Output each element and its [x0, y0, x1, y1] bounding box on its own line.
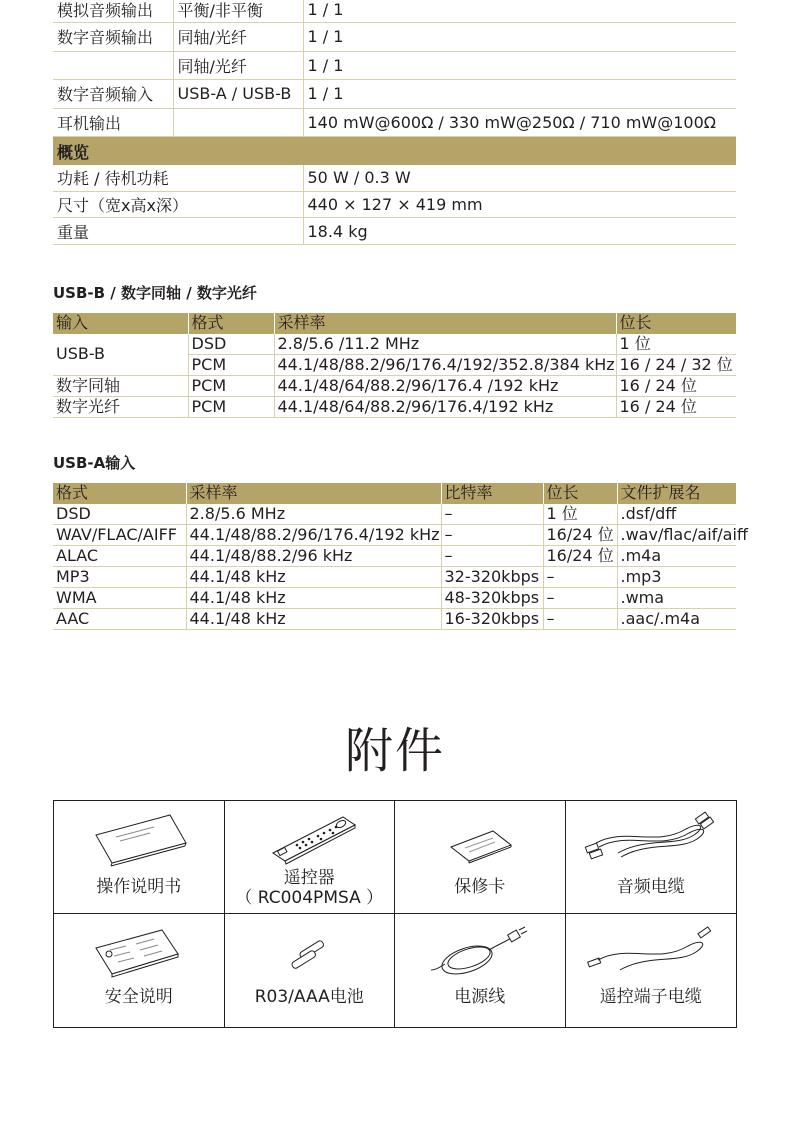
- overview-value: 18.4 kg: [303, 218, 736, 245]
- rate-cell: 44.1/48/88.2/96/176.4/192 kHz: [186, 524, 441, 545]
- overview-name: 尺寸（宽x高x深）: [53, 191, 303, 218]
- bits-cell: 1 位: [616, 334, 736, 355]
- accessory-item-warranty: [395, 801, 566, 914]
- spec-name: 数字音频输入: [53, 80, 173, 109]
- rate-cell: 44.1/48 kHz: [186, 566, 441, 587]
- format-cell: WAV/FLAC/AIFF: [53, 524, 186, 545]
- table-row: [53, 504, 736, 525]
- header-cell: 输入: [53, 313, 188, 334]
- bits-cell: 16/24 位: [543, 524, 617, 545]
- overview-row: [53, 218, 736, 245]
- spec-name: 耳机输出: [53, 108, 173, 137]
- rate-cell: 2.8/5.6 MHz: [186, 504, 441, 525]
- safety-instructions-icon: [54, 920, 224, 982]
- ext-cell: .aac/.m4a: [617, 608, 736, 629]
- input-cell: 数字同轴: [53, 375, 188, 396]
- overview-name: 功耗 / 待机功耗: [53, 165, 303, 192]
- spec-name: 数字音频输出: [53, 23, 173, 52]
- accessory-label: 电源线: [454, 987, 506, 1007]
- rate-cell: 44.1/48/64/88.2/96/176.4 /192 kHz: [274, 375, 616, 396]
- format-cell: WMA: [53, 587, 186, 608]
- table-row: [53, 334, 736, 355]
- spec-row: [53, 80, 736, 109]
- overview-value: 440 × 127 × 419 mm: [303, 191, 736, 218]
- accessory-label-model: （ RC004PMSA ）: [235, 888, 384, 908]
- bits-cell: 16 / 24 位: [616, 375, 736, 396]
- spec-row: [53, 51, 736, 80]
- format-cell: DSD: [53, 504, 186, 525]
- table-row: [53, 608, 736, 629]
- input-cell: 数字光纤: [53, 396, 188, 417]
- table-row: [53, 396, 736, 417]
- bits-cell: 16/24 位: [543, 545, 617, 566]
- header-cell: 比特率: [441, 483, 543, 504]
- spec-type: USB-A / USB-B: [173, 80, 303, 109]
- format-cell: PCM: [188, 396, 274, 417]
- accessory-label: 保修卡: [454, 877, 506, 897]
- spec-value: 1 / 1: [303, 0, 736, 23]
- table-row: [53, 587, 736, 608]
- rate-cell: 44.1/48 kHz: [186, 587, 441, 608]
- accessory-label: R03/AAA电池: [254, 987, 364, 1007]
- spec-row: [53, 23, 736, 52]
- header-cell: 格式: [53, 483, 186, 504]
- format-cell: DSD: [188, 334, 274, 355]
- overview-value: 50 W / 0.3 W: [303, 165, 736, 192]
- format-cell: AAC: [53, 608, 186, 629]
- power-cord-icon: [395, 920, 565, 982]
- ext-cell: .wav/flac/aif/aiff: [617, 524, 736, 545]
- bits-cell: –: [543, 566, 617, 587]
- aaa-battery-icon: [225, 920, 395, 982]
- header-cell: 位长: [616, 313, 736, 334]
- spec-type: [173, 108, 303, 137]
- manual-icon: [54, 807, 224, 869]
- format-cell: PCM: [188, 375, 274, 396]
- rate-cell: 44.1/48/64/88.2/96/176.4/192 kHz: [274, 396, 616, 417]
- bitrate-cell: 32-320kbps: [441, 566, 543, 587]
- overview-header: 概览: [53, 137, 736, 165]
- spec-type: 平衡/非平衡: [173, 0, 303, 23]
- warranty-card-icon: [395, 807, 565, 869]
- accessories-grid: [53, 800, 737, 1028]
- spec-value: 1 / 1: [303, 51, 736, 80]
- accessory-item-power-cord: [395, 914, 566, 1027]
- input-cell: USB-B: [53, 334, 188, 376]
- bitrate-cell: –: [441, 504, 543, 525]
- remote-control-icon: [225, 807, 395, 869]
- spec-row: [53, 108, 736, 137]
- table-row: [53, 566, 736, 587]
- accessory-label: 音频电缆: [616, 877, 685, 897]
- accessory-item-manual: [54, 801, 225, 914]
- table-row: [53, 545, 736, 566]
- bitrate-cell: –: [441, 545, 543, 566]
- bits-cell: –: [543, 608, 617, 629]
- spec-table: [53, 0, 736, 245]
- spec-name: 模拟音频输出: [53, 0, 173, 23]
- ext-cell: .m4a: [617, 545, 736, 566]
- accessory-label: 遥控端子电缆: [599, 987, 702, 1007]
- bits-cell: 16 / 24 位: [616, 396, 736, 417]
- format-cell: ALAC: [53, 545, 186, 566]
- rate-cell: 2.8/5.6 /11.2 MHz: [274, 334, 616, 355]
- bitrate-cell: 16-320kbps: [441, 608, 543, 629]
- header-cell: 采样率: [186, 483, 441, 504]
- rate-cell: 44.1/48/88.2/96 kHz: [186, 545, 441, 566]
- header-cell: 位长: [543, 483, 617, 504]
- accessory-item-remote: [225, 801, 396, 914]
- table-header-row: [53, 313, 736, 334]
- overview-name: 重量: [53, 218, 303, 245]
- spec-type: 同轴/光纤: [173, 51, 303, 80]
- usbb-table: [53, 313, 736, 418]
- header-cell: 格式: [188, 313, 274, 334]
- table-row: [53, 524, 736, 545]
- header-cell: 文件扩展名: [617, 483, 736, 504]
- accessory-label: 遥控器: [283, 868, 335, 888]
- format-cell: MP3: [53, 566, 186, 587]
- usba-table: [53, 483, 748, 630]
- spec-value: 1 / 1: [303, 80, 736, 109]
- ext-cell: .mp3: [617, 566, 736, 587]
- spec-value: 140 mW@600Ω / 330 mW@250Ω / 710 mW@100Ω: [303, 108, 736, 137]
- rate-cell: 44.1/48 kHz: [186, 608, 441, 629]
- overview-row: [53, 165, 736, 192]
- bitrate-cell: 48-320kbps: [441, 587, 543, 608]
- accessory-item-audio-cable: [566, 801, 737, 914]
- accessory-item-remote-cable: [566, 914, 737, 1027]
- accessory-label: 安全说明: [104, 987, 173, 1007]
- header-cell: 采样率: [274, 313, 616, 334]
- remote-terminal-cable-icon: [566, 920, 736, 982]
- usba-section-title: USB-A输入: [53, 454, 136, 472]
- table-row: [53, 375, 736, 396]
- table-header-row: [53, 483, 736, 504]
- ext-cell: .dsf/dff: [617, 504, 736, 525]
- audio-cable-icon: [566, 807, 736, 869]
- spec-row: [53, 0, 736, 23]
- bits-cell: 1 位: [543, 504, 617, 525]
- usbb-section-title: USB-B / 数字同轴 / 数字光纤: [53, 284, 257, 302]
- bits-cell: –: [543, 587, 617, 608]
- ext-cell: .wma: [617, 587, 736, 608]
- bits-cell: 16 / 24 / 32 位: [616, 354, 736, 375]
- spec-name: [53, 51, 173, 80]
- overview-row: [53, 191, 736, 218]
- accessory-label: 操作说明书: [96, 877, 182, 897]
- bitrate-cell: –: [441, 524, 543, 545]
- accessory-item-safety: [54, 914, 225, 1027]
- accessories-title: 附件: [344, 723, 445, 779]
- accessory-item-batteries: [225, 914, 396, 1027]
- overview-header-row: [53, 137, 736, 165]
- spec-value: 1 / 1: [303, 23, 736, 52]
- rate-cell: 44.1/48/88.2/96/176.4/192/352.8/384 kHz: [274, 354, 616, 375]
- format-cell: PCM: [188, 354, 274, 375]
- spec-type: 同轴/光纤: [173, 23, 303, 52]
